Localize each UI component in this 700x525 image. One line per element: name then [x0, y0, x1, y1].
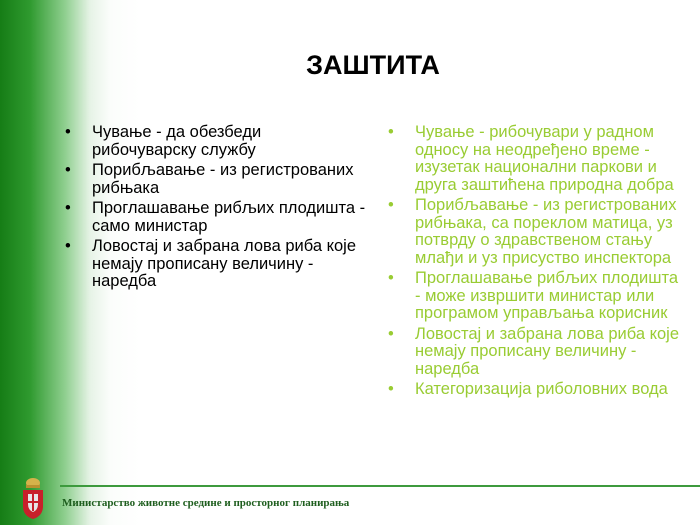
list-item: • Проглашавање рибљих плодишта - може извршити министар или програмом управљања корисник: [388, 269, 679, 322]
list-item: • Ловостај и забрана лова риба које немају прописану величину - наредба: [388, 324, 680, 378]
bullet-icon: •: [388, 196, 394, 214]
list-item: • Чување - рибочувари у радном односу на неодређено време - изузетак национални паркови и друга заштићена природна добра: [388, 123, 674, 194]
bullet-icon: •: [65, 161, 71, 179]
footer-divider: [60, 485, 700, 487]
bullet-icon: •: [388, 123, 394, 141]
list-item: • Проглашавање рибљих плодишта - само министар: [65, 199, 366, 235]
list-item: • Порибљавање - из регистрованих рибњака, са пореклом матица, уз потврду о здравственом стању млађи и уз присуство инспектора: [388, 196, 677, 267]
bullet-icon: •: [65, 123, 71, 141]
coat-of-arms-icon: [20, 476, 46, 520]
list-item: • Чување - да обезбеди рибочуварску службу: [65, 123, 262, 159]
slide-title: ЗАШТИТА: [306, 50, 440, 80]
bullet-icon: •: [388, 324, 394, 343]
bullet-icon: •: [388, 380, 394, 398]
bullet-icon: •: [388, 269, 394, 287]
list-item: • Порибљавање - из регистрованих рибњака: [65, 161, 354, 197]
left-bullet-list: [65, 124, 370, 294]
bullet-icon: •: [65, 237, 71, 255]
bullet-icon: •: [65, 199, 71, 217]
ministry-footer-text: Министарство животне средине и просторног планирања: [62, 497, 350, 509]
list-item: • Ловостај и забрана лова риба које немају прописану величину - наредба: [65, 237, 357, 290]
right-bullet-list: [388, 124, 683, 402]
list-item: • Категоризација риболовних вода: [388, 380, 668, 398]
